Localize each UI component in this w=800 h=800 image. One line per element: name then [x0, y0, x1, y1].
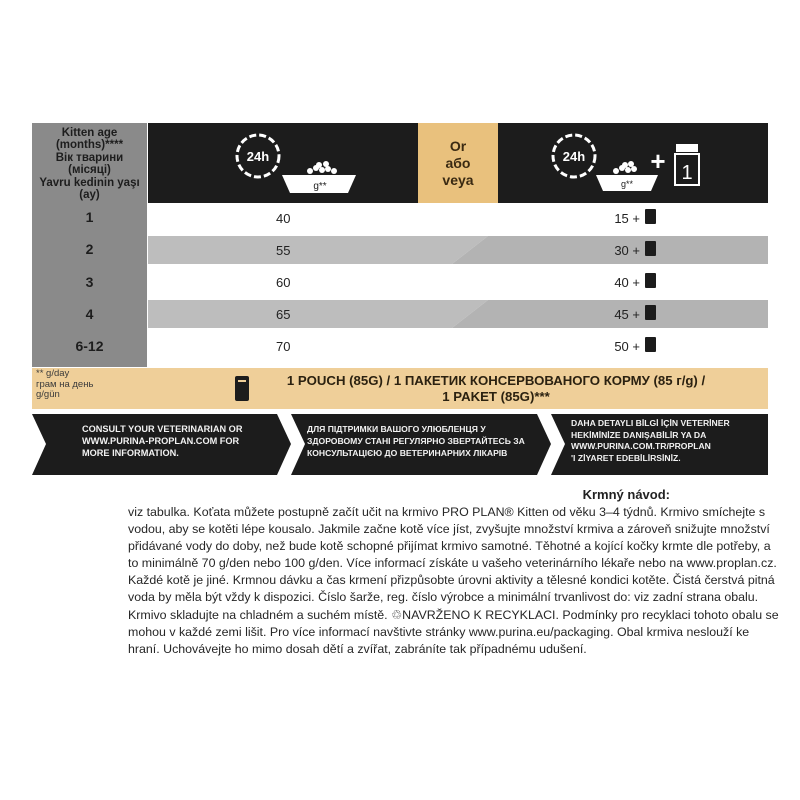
- pouch-count: 1: [681, 162, 693, 184]
- feeding-line: to minimálně 70 g/den nebo 100 g/den. Více informací získáte u vašeho veterinárního lékaře nebo na www.proplan.cz.: [128, 556, 777, 571]
- info-line: HEKİMİNİZE DANIŞABİLİR YA DA: [571, 429, 707, 440]
- feeding-line: Krmivo skladujte na chladném a suchém místě. ♲NAVRŽENO K RECYKLACI. Podmínky pro recyklaci tohoto obalu se: [128, 607, 779, 622]
- table-row: [148, 332, 768, 360]
- dry-amount: 65: [276, 307, 291, 322]
- info-line: DAHA DETAYLI BİLGİ İÇİN VETERİNER: [571, 418, 730, 428]
- table-row: [148, 204, 768, 232]
- info-line: ДЛЯ ПІДТРИМКИ ВАШОГО УЛЮБЛЕНЦЯ У: [307, 424, 486, 434]
- pouch-icon: [645, 273, 656, 288]
- pouch-icon: [645, 305, 656, 320]
- row-shade: [148, 236, 768, 264]
- info-ua: [307, 423, 525, 460]
- row-shade: [148, 300, 768, 328]
- age-value: 2: [85, 241, 94, 257]
- or-label: veya: [442, 171, 474, 188]
- info-line: КОНСУЛЬТАЦІЄЮ ДО ВЕТЕРИНАРНИХ ЛІКАРІВ: [307, 448, 508, 459]
- age-value: 6-12: [75, 338, 104, 354]
- age-header-line: (місяці): [68, 164, 111, 177]
- dry-amount: 40: [276, 211, 291, 226]
- table-row: [148, 300, 768, 328]
- bowl-label: g**: [620, 179, 634, 189]
- or-header: [418, 123, 498, 203]
- clock-label: 24h: [246, 149, 270, 164]
- pouch-line: 1 POUCH (85G) / 1 ПАКЕТИК КОНСЕРВОВАНОГО КОРМУ (85 г/g) /: [286, 373, 706, 388]
- table-row: [148, 268, 768, 296]
- pouch-line: 1 PAKET (85G)***: [442, 389, 550, 404]
- feeding-title: Krmný návod:: [582, 487, 670, 502]
- dry-amount: 55: [276, 243, 291, 258]
- plus-sign: +: [650, 146, 666, 176]
- age-header-line: Kitten age: [61, 127, 118, 139]
- feeding-line: viz tabulka. Koťata můžete postupně začít učit na krmivo PRO PLAN® Kitten od věku 3–4 týdnů. Krmivo smíchejte s: [128, 505, 766, 519]
- mixed-feeding-header: [498, 123, 768, 203]
- feeding-line: mohou v každé zemi lišit. Pro více informací navštivte stránky www.purina.eu/packaging. Obal krmiva neslouží ke: [128, 624, 750, 639]
- pouch-icon: [235, 376, 249, 401]
- info-line: ЗДОРОВОМУ СТАНІ РЕГУЛЯРНО ЗВЕРТАЙТЕСЬ ЗА: [307, 436, 525, 447]
- info-line: WWW.PURINA.COM.TR/PROPLAN: [571, 441, 711, 452]
- age-value: 4: [85, 306, 94, 322]
- per-day-note: [36, 369, 93, 401]
- info-line: 'I ZİYARET EDEBİLİRSİNİZ.: [571, 452, 681, 463]
- pouch-icon: [645, 241, 656, 256]
- dry-amount: 60: [276, 275, 291, 290]
- feeding-line: Každé kotě je jiné. Krmnou dávku a čas krmení přizpůsobte úrovni aktivity a tělesné kondici kotěte. Čistá čerstvá pitná: [128, 573, 775, 588]
- or-label: Or: [449, 137, 467, 154]
- dry-food-header: [148, 123, 418, 203]
- feeding-line: hraní. Uchovávejte ho mimo dosah dětí a zvířat, zabráníte tak případnému udušení.: [128, 641, 587, 656]
- info-tr: [571, 418, 730, 464]
- wet-amount: 30 +: [614, 243, 640, 258]
- dry-amount: 70: [276, 339, 291, 354]
- feeding-line: vodou, aby se kotěti lépe kousalo. Jakmile začne kotě více jíst, zvyšujte množství krmiva a zároveň snižujte množství: [128, 522, 770, 537]
- or-label: або: [445, 154, 471, 171]
- clock-bowl-pouch-icon: [498, 123, 768, 203]
- bowl-label: g**: [313, 181, 327, 192]
- age-value: 3: [85, 274, 94, 290]
- per-day-line: ** g/day: [36, 368, 70, 379]
- pouch-description: [256, 373, 736, 405]
- per-day-line: грам на день: [36, 378, 94, 390]
- pouch-icon: [645, 209, 656, 224]
- age-value: 1: [85, 209, 94, 225]
- clock-bowl-icon: [148, 123, 418, 203]
- wet-amount: 15 +: [614, 211, 640, 226]
- feeding-line: přidávané vody do doby, než bude kotě schopné přijímat krmivo samotné. Těhotné a kojící kočky krmte dle potřeby, a: [128, 539, 771, 554]
- age-column: [32, 123, 147, 367]
- age-header-line: (ay): [79, 189, 100, 202]
- wet-amount: 45 +: [614, 307, 640, 322]
- wet-amount: 50 +: [614, 339, 640, 354]
- clock-label: 24h: [562, 149, 586, 164]
- info-line: CONSULT YOUR VETERINARIAN OR: [82, 424, 243, 434]
- age-header-line: Вік тварини: [55, 151, 124, 164]
- feeding-body: [128, 504, 779, 658]
- wet-amount: 40 +: [614, 275, 640, 290]
- pouch-icon: [645, 337, 656, 352]
- info-en: [82, 423, 242, 460]
- age-header: [32, 127, 147, 201]
- feeding-line: voda by měla být vždy k dispozici. Číslo šarže, reg. číslo výrobce a minimální trvanlivost do: viz zadní strana obalu.: [128, 590, 759, 605]
- info-line: WWW.PURINA-PROPLAN.COM FOR: [82, 436, 240, 447]
- age-header-line: Yavru kedinin yaşı: [39, 176, 140, 189]
- per-day-line: g/gün: [36, 389, 60, 400]
- table-row: [148, 236, 768, 264]
- age-header-line: (months)****: [55, 139, 124, 152]
- info-line: MORE INFORMATION.: [82, 448, 179, 459]
